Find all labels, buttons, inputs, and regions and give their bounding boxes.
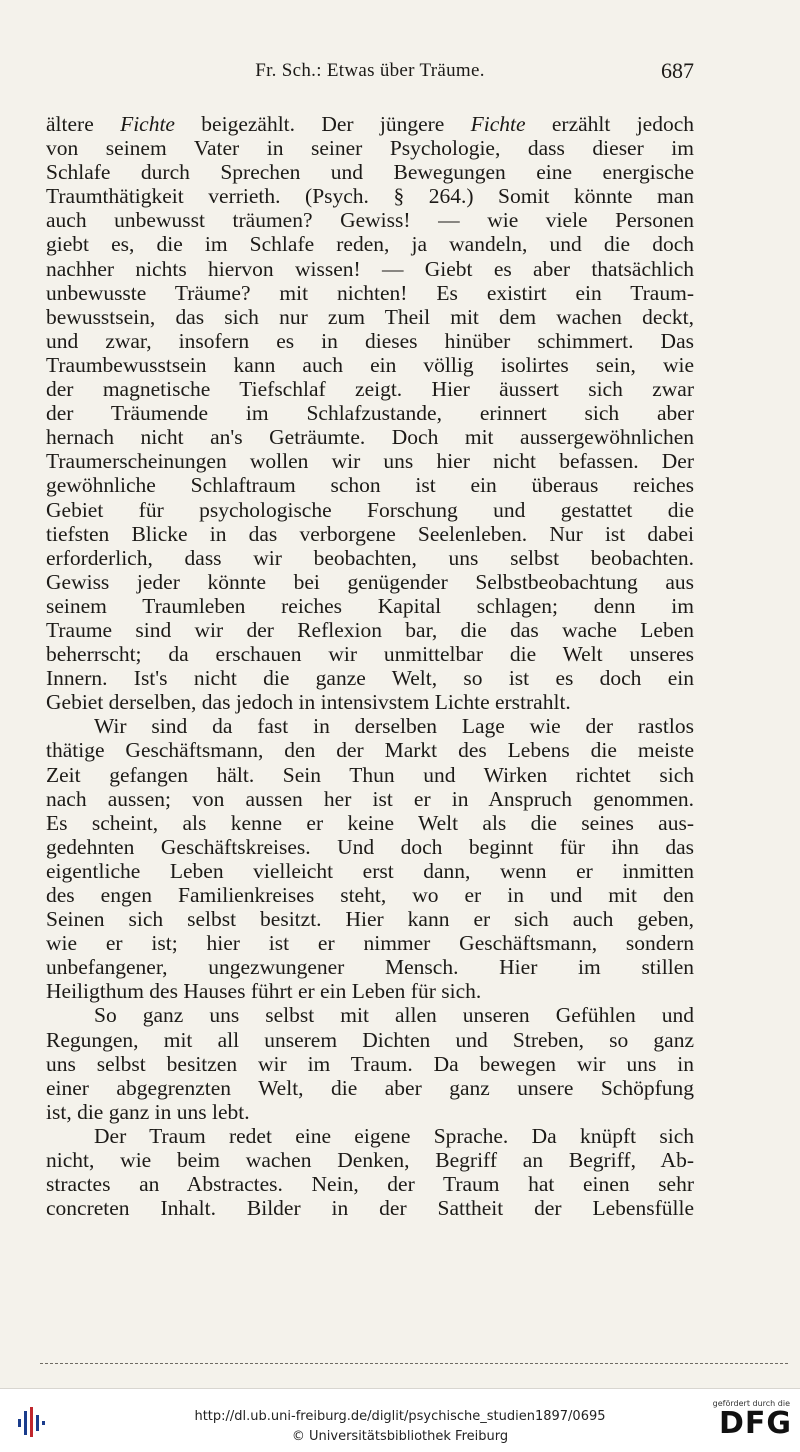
- text-line: von seinem Vater in seiner Psychologie, dass dieser im: [46, 136, 694, 161]
- text-line: gewöhnliche Schlaftraum schon ist ein überaus reiches: [46, 473, 694, 498]
- text-line: Gebiet derselben, das jedoch in intensivstem Lichte erstrahlt.: [46, 690, 571, 715]
- text-line: Es scheint, als kenne er keine Welt als die seines aus-: [46, 810, 694, 835]
- text-line: Traumerscheinungen wollen wir uns hier nicht befassen. Der: [46, 449, 694, 474]
- text-line: thätige Geschäftsmann, den der Markt des Lebens die meiste: [46, 738, 694, 763]
- text-line: Traumthätigkeit verrieth. (Psych. § 264.) Somit könnte man: [46, 184, 694, 209]
- text-line: ist, die ganz in uns lebt.: [46, 1099, 250, 1124]
- text-line: seinem Traumleben reiches Kapital schlagen; denn im: [46, 593, 694, 618]
- copyright-notice: © Universitätsbibliothek Freiburg: [291, 1429, 509, 1444]
- text-line: des engen Familienkreises steht, wo er in und mit den: [46, 883, 694, 907]
- text-line: Schlafe durch Sprechen und Bewegungen eine energische: [46, 160, 694, 185]
- text-line: Traumbewusstsein kann auch ein völlig isolirtes sein, wie: [46, 352, 694, 377]
- text-line: Heiligthum des Hauses führt er ein Leben für sich.: [46, 979, 482, 1004]
- text-line: concreten Inhalt. Bilder in der Sattheit der Lebensfülle: [46, 1196, 694, 1221]
- text-line: Seinen sich selbst besitzt. Hier kann er sich auch geben,: [46, 907, 694, 932]
- text-line: ältere Fichte beigezählt. Der jüngere Fichte erzählt jedoch: [46, 112, 694, 136]
- text-line: Gebiet für psychologische Forschung und gestattet die: [46, 497, 694, 522]
- text-line: giebt es, die im Schlafe reden, ja wandeln, und die doch: [46, 232, 694, 257]
- text-line: und zwar, insofern es in dieses hinüber schimmert. Das: [46, 328, 694, 353]
- text-line: unbefangener, ungezwungener Mensch. Hier im stillen: [46, 955, 694, 980]
- permalink-url[interactable]: http://dl.ub.uni-freiburg.de/diglit/psychische_studien1897/0695: [194, 1409, 606, 1424]
- text-line: wie er ist; hier ist er nimmer Geschäftsmann, sondern: [46, 931, 694, 956]
- text-line: hernach nicht an's Geträumte. Doch mit aussergewöhnlichen: [46, 425, 694, 450]
- text-line: tiefsten Blicke in das verborgene Seelenleben. Nur ist dabei: [46, 521, 694, 546]
- text-line: Gewiss jeder könnte bei genügender Selbstbeobachtung aus: [46, 569, 694, 594]
- text-line: Der Traum redet eine eigene Sprache. Da knüpft sich: [94, 1123, 694, 1148]
- running-header: [46, 60, 694, 92]
- page-number: 687: [661, 58, 694, 83]
- text-line: auch unbewusst träumen? Gewiss! — wie viele Personen: [46, 208, 694, 233]
- bottom-rule: [40, 1363, 788, 1364]
- text-line: erforderlich, dass wir beobachten, uns selbst beobachten.: [46, 545, 694, 570]
- funder-name: DFG: [718, 1406, 792, 1441]
- text-line: So ganz uns selbst mit allen unseren Gefühlen und: [94, 1003, 694, 1028]
- text-line: beherrscht; da erschauen wir unmittelbar die Welt unseres: [46, 642, 694, 667]
- text-line: nicht, wie beim wachen Denken, Begriff an Begriff, Ab-: [46, 1148, 694, 1173]
- text-line: uns selbst besitzen wir im Traum. Da bewegen wir uns in: [46, 1051, 694, 1076]
- body-text: [46, 112, 694, 1220]
- text-line: bewusstsein, das sich nur zum Theil mit dem wachen deckt,: [46, 304, 694, 329]
- text-line: Innern. Ist's nicht die ganze Welt, so ist es doch ein: [46, 666, 694, 691]
- text-line: unbewusste Träume? mit nichten! Es existirt ein Traum-: [46, 280, 694, 305]
- text-line: gedehnten Geschäftskreises. Und doch beginnt für ihn das: [46, 834, 694, 859]
- text-line: einer abgegrenzten Welt, die aber ganz unsere Schöpfung: [46, 1075, 694, 1100]
- text-line: stractes an Abstractes. Nein, der Traum hat einen sehr: [46, 1172, 694, 1197]
- text-line: Wir sind da fast in derselben Lage wie der rastlos: [94, 714, 694, 739]
- funding-note: gefördert durch die: [712, 1399, 790, 1408]
- text-line: der magnetische Tiefschlaf zeigt. Hier äussert sich zwar: [46, 377, 694, 402]
- text-line: Regungen, mit all unserem Dichten und Streben, so ganz: [46, 1027, 694, 1052]
- text-line: Zeit gefangen hält. Sein Thun und Wirken richtet sich: [46, 762, 694, 787]
- running-title: Fr. Sch.: Etwas über Träume.: [255, 60, 485, 81]
- dfg-logo: [706, 1399, 792, 1445]
- text-line: nach aussen; von aussen her ist er in Anspruch genommen.: [46, 786, 694, 811]
- text-line: eigentliche Leben vielleicht erst dann, wenn er inmitten: [46, 858, 694, 883]
- text-line: der Träumende im Schlafzustande, erinnert sich aber: [46, 401, 694, 426]
- viewer-footer: [0, 1388, 800, 1452]
- text-line: nachher nichts hiervon wissen! — Giebt es aber thatsächlich: [46, 256, 694, 281]
- text-line: Traume sind wir der Reflexion bar, die das wache Leben: [46, 617, 694, 642]
